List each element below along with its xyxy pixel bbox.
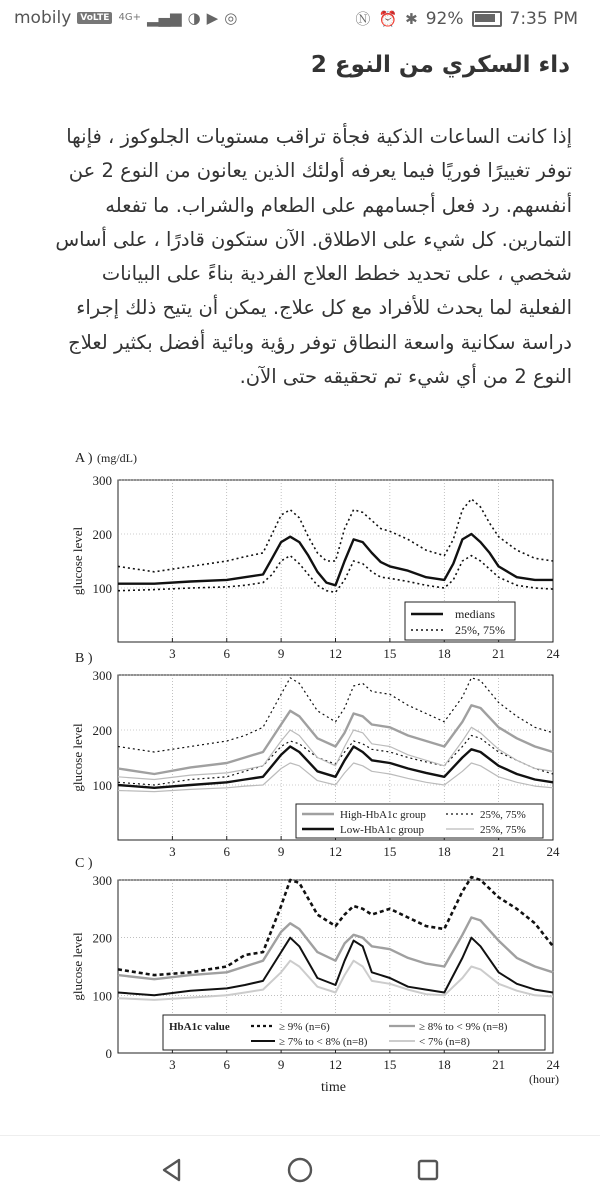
x-tick-label: 12 xyxy=(329,1057,342,1072)
article-body xyxy=(24,120,572,394)
x-tick-label: 15 xyxy=(383,844,397,859)
x-tick-label: 3 xyxy=(169,844,176,859)
battery-icon xyxy=(472,11,502,27)
network-type: 4G+ xyxy=(118,12,141,23)
x-tick-label: 3 xyxy=(169,646,176,661)
series-line xyxy=(118,534,553,585)
y-tick-label: 100 xyxy=(92,778,112,793)
signal-icon: ▂▄▆ xyxy=(146,9,182,27)
legend-label: < 7% (n=8) xyxy=(419,1036,470,1048)
article-line: دراسة سكانية واسعة النطاق توفر رؤية وبائية أفضل بكثير لعلاج xyxy=(68,330,572,354)
instagram-icon: ◎ xyxy=(224,9,238,27)
back-triangle-icon xyxy=(159,1157,185,1183)
youtube-icon: ▶ xyxy=(206,9,219,27)
home-circle-icon xyxy=(286,1156,314,1184)
article-line: توفر تغييرًا فوريًا فيما يعرفه أولئك الذين يعانون من النوع 2 عن xyxy=(68,159,572,183)
y-tick-label: 300 xyxy=(92,668,112,683)
status-left xyxy=(14,8,237,28)
legend-label: ≥ 8% to < 9% (n=8) xyxy=(419,1021,508,1033)
legend-label: ≥ 9% (n=6) xyxy=(279,1021,330,1033)
nfc-icon: Ⓝ xyxy=(355,10,371,28)
x-tick-label: 9 xyxy=(277,844,285,859)
glucose-figure-svg xyxy=(0,440,600,1100)
status-right xyxy=(355,8,578,29)
recents-button[interactable] xyxy=(408,1150,448,1190)
x-unit-label: (hour) xyxy=(529,1072,559,1086)
x-tick-label: 6 xyxy=(223,1057,230,1072)
article-line: الفعلية لما يحدث للأفراد مع كل علاج. يمكن أن يتيح ذلك إجراء xyxy=(76,296,572,320)
glucose-figure xyxy=(0,440,600,1104)
panel-label: C ) xyxy=(75,856,93,871)
panel-label: B ) xyxy=(75,651,93,666)
x-tick-label: 18 xyxy=(437,646,451,661)
y-axis-label: glucose level xyxy=(70,932,85,1001)
y-axis-label: glucose level xyxy=(70,723,85,792)
x-tick-label: 21 xyxy=(492,646,506,661)
x-tick-label: 6 xyxy=(223,646,230,661)
x-tick-label: 24 xyxy=(546,844,560,859)
x-axis-label: time xyxy=(321,1080,346,1095)
data-saver-icon: ◑ xyxy=(187,9,201,27)
article-line: أنفسهم. رد فعل أجسامهم على الطعام والشراب. ما تفعله xyxy=(105,193,572,217)
home-button[interactable] xyxy=(280,1150,320,1190)
series-line xyxy=(118,747,553,788)
x-tick-label: 9 xyxy=(277,646,285,661)
article-line: التمارين. كل شيء على الاطلاق. الآن ستكون قادرًا ، على أساس xyxy=(55,227,572,251)
y-tick-label: 100 xyxy=(92,988,112,1004)
y-tick-label: 200 xyxy=(92,930,112,946)
y-tick-label: 200 xyxy=(92,527,112,542)
x-tick-label: 18 xyxy=(437,1057,451,1072)
bluetooth-icon: ✱ xyxy=(405,9,418,28)
unit-label: (mg/dL) xyxy=(97,451,137,465)
article-title: داء السكري من النوع 2 xyxy=(310,52,570,78)
battery-percent: 92% xyxy=(425,8,464,29)
x-tick-label: 24 xyxy=(546,646,560,661)
back-button[interactable] xyxy=(152,1150,192,1190)
x-tick-label: 6 xyxy=(223,844,230,859)
x-tick-label: 12 xyxy=(329,844,342,859)
panel-label: A ) xyxy=(75,451,93,466)
series-line xyxy=(118,499,553,572)
legend-label: ≥ 7% to < 8% (n=8) xyxy=(279,1036,368,1048)
recents-square-icon xyxy=(415,1157,441,1183)
alarm-icon: ⏰ xyxy=(378,9,398,28)
legend-label: 25%, 75% xyxy=(455,623,505,637)
x-tick-label: 15 xyxy=(383,1057,397,1072)
article-line: شخصي ، على تحديد خطط العلاج الفردية بناءً على البيانات xyxy=(101,262,572,286)
status-bar xyxy=(0,0,600,40)
article-line: النوع 2 من أي شيء تم تحقيقه حتى الآن. xyxy=(239,365,572,389)
x-tick-label: 21 xyxy=(492,844,506,859)
x-tick-label: 15 xyxy=(383,646,397,661)
y-tick-label: 200 xyxy=(92,723,112,738)
clock: 7:35 PM xyxy=(509,8,578,29)
y-tick-label: 300 xyxy=(92,873,112,888)
x-tick-label: 18 xyxy=(437,844,451,859)
x-tick-label: 21 xyxy=(492,1057,506,1072)
volte-badge: VoLTE xyxy=(77,12,112,24)
x-tick-label: 3 xyxy=(169,1057,176,1072)
legend-label: medians xyxy=(455,607,495,621)
legend-label: Low-HbA1c group xyxy=(340,824,425,836)
x-tick-label: 9 xyxy=(277,1057,285,1072)
legend-label: 25%, 75% xyxy=(480,824,526,836)
y-tick-label: 0 xyxy=(105,1046,112,1061)
article-line: إذا كانت الساعات الذكية فجأة تراقب مستويات الجلوكوز ، فإنها xyxy=(66,125,572,148)
y-tick-label: 100 xyxy=(92,581,112,596)
y-tick-label: 300 xyxy=(92,473,112,488)
legend-label: High-HbA1c group xyxy=(340,809,426,821)
carrier-name: mobily xyxy=(14,8,72,28)
legend-label: 25%, 75% xyxy=(480,809,526,821)
x-tick-label: 24 xyxy=(546,1057,560,1072)
navigation-bar xyxy=(0,1135,600,1201)
legend-title: HbA1c value xyxy=(169,1021,230,1033)
x-tick-label: 12 xyxy=(329,646,342,661)
y-axis-label: glucose level xyxy=(70,526,85,596)
